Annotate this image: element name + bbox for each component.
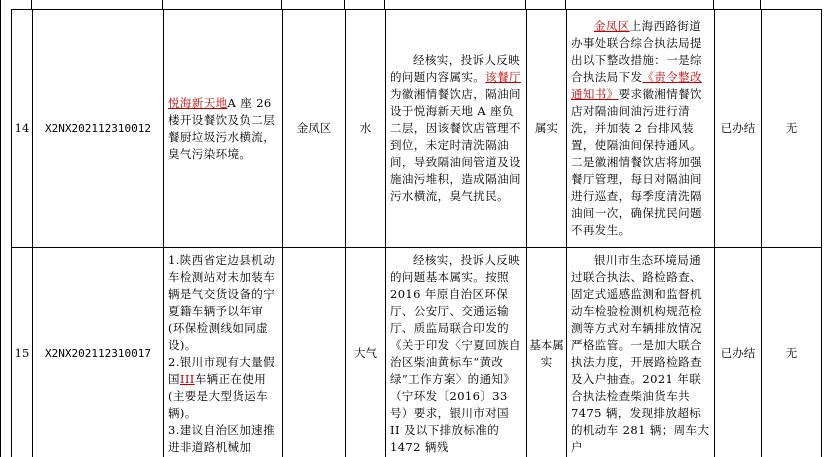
pollution-type: 大气 [346, 248, 386, 457]
row-number: 15 [12, 248, 33, 457]
action-text: 上海西路街道办事处联合综合执法局提出以下整改措施：一是综合执法局下发 [571, 19, 702, 84]
case-code: X2NX202112310012 [33, 10, 164, 248]
district-cell: 金凤区 [283, 10, 346, 248]
case-code: X2NX202112310017 [33, 248, 164, 457]
complaint-item-2: 2.银川市现有大量假国III车辆正在使用(主要是大型货运车辆)。 [168, 355, 275, 420]
action-text: 银川市生态环境局通过联合执法、路检路查、固定式遥感监测和监督机动车检验检测机构规范检测等方式对车辆排放情况严格监管。一是加大联合执法力度，开展路检路查及入户抽查。2021 年联合执法检查柴油货车共 7475 辆，发现排放超标的机动车 281 辆；周车大户 [571, 253, 710, 454]
action-cell [567, 248, 715, 457]
verdict-cell: 基本属实 [527, 248, 567, 457]
row-number: 14 [12, 10, 33, 248]
status-cell: 已办结 [715, 10, 762, 248]
finding-cell [386, 10, 527, 248]
finding-text: 经核实，投诉人反映的问题内容属实。 [390, 53, 521, 84]
complaint-cell [164, 248, 283, 457]
complaint-table [11, 9, 822, 457]
finding-link[interactable]: 该餐厅 [485, 70, 521, 84]
complaint-mark[interactable]: III [179, 372, 195, 386]
extra-cell: 无 [762, 10, 822, 248]
complaint-item-3: 3.建议自治区加速推进非道路机械加 [168, 423, 275, 454]
finding-text-2: 为徽湘情餐饮店，隔油间设于悦海新天地 A 座负二层，因该餐饮店管理不到位，未定时清洗隔油间，导致隔油间管道及设施油污堆积，造成隔油间污水横流，臭气扰民。 [390, 87, 521, 203]
table-top-cut [0, 0, 829, 9]
complaint-cell [164, 10, 283, 248]
district-cell [283, 248, 346, 457]
table-row [12, 248, 822, 457]
status-cell: 已办结 [715, 248, 762, 457]
complaint-item-1: 1.陕西省定边县机动车检测站对未加装车辆是气交货设备的宁夏籍车辆予以年审(环保检测线如同虚设)。 [168, 253, 276, 352]
complaint-text: A 座 26 楼开设餐饮及负二层餐厨垃圾污水横流，臭气污染环境。 [168, 95, 276, 161]
pollution-type: 水 [346, 10, 386, 248]
page-left-border [0, 0, 1, 457]
action-district-link[interactable]: 金凤区 [594, 19, 630, 33]
extra-cell: 无 [762, 248, 822, 457]
verdict-cell: 属实 [527, 10, 567, 248]
finding-cell [386, 248, 527, 457]
action-notice-link[interactable]: 《责令整改通知书》 [571, 70, 702, 101]
complaint-place-link[interactable]: 悦海新天地 [168, 95, 228, 110]
table-row [12, 10, 822, 248]
finding-text: 经核实，投诉人反映的问题基本属实。按照 2016 年原自治区环保厅、公安厅、交通运输厅、质监局联合印发的《关于印发〈宁夏回族自治区柴油黄标车“黄改绿”工作方案〉的通知》（宁环发〔2016〕33 号）要求，银川市对国 II 及以下排放标准的 1472 辆残 [390, 253, 521, 454]
action-cell [567, 10, 715, 248]
action-text-2: 要求徽湘情餐饮店对隔油间油污进行清洗，并加装 2 台排风装置，使隔油间保持通风。二是徽湘情餐饮店将加强餐厅管理，每日对隔油间进行巡查，每季度清洗隔油间一次，确保扰民问题不再发生。 [571, 87, 702, 237]
